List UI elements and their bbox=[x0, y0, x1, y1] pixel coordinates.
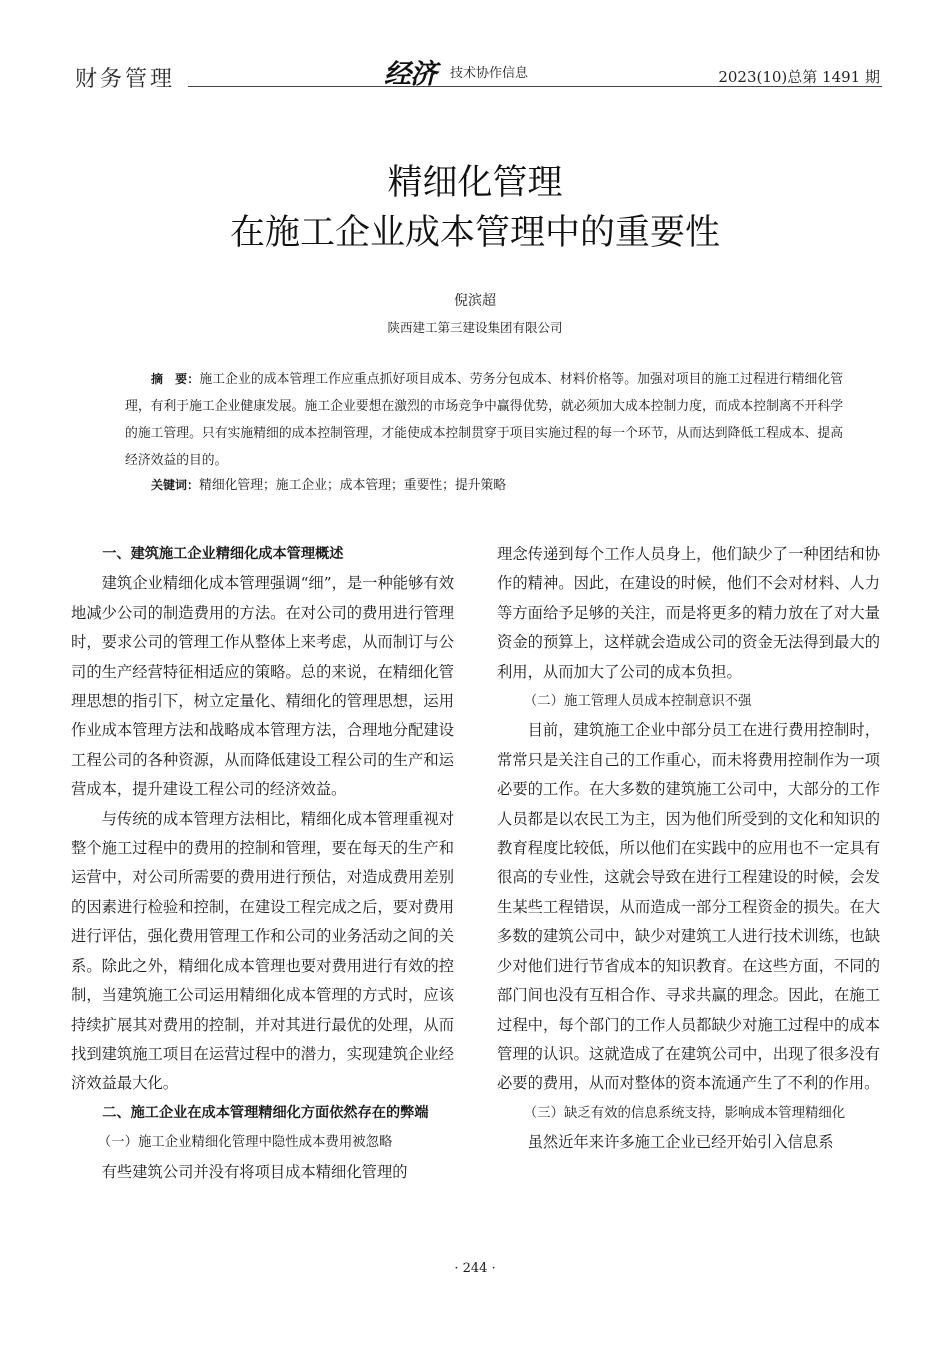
header-rule bbox=[188, 86, 882, 87]
title-line-2: 在施工企业成本管理中的重要性 bbox=[229, 213, 720, 253]
keywords bbox=[151, 473, 851, 498]
page-number: · 244 · bbox=[454, 1261, 496, 1276]
paragraph: 理念传递到每个工作人员身上，他们缺少了一种团结和协作的精神。因此，在建设的时候，他们不会对材料、人力等方面给予足够的关注，而是将更多的精力放在了对大量资金的预算上，这样就会造成公司的资金无法得到最大的利用，从而加大了公司的成本负担。 bbox=[497, 545, 880, 681]
abstract bbox=[125, 366, 843, 474]
left-column bbox=[71, 540, 454, 1187]
paragraph: 虽然近年来许多施工企业已经开始引入信息系 bbox=[527, 1133, 834, 1152]
section-label: 财务管理 bbox=[75, 67, 176, 92]
subsection-heading-2: （二）施工管理人员成本控制意识不强 bbox=[523, 694, 752, 710]
paragraph: 有些建筑公司并没有将项目成本精细化管理的 bbox=[101, 1162, 408, 1181]
subsection-heading-3: （三）缺乏有效的信息系统支持，影响成本管理精细化 bbox=[523, 1105, 846, 1121]
right-column bbox=[497, 540, 880, 1158]
page-header bbox=[70, 52, 882, 94]
paragraph: 建筑企业精细化成本管理强调“细”，是一种能够有效地减少公司的制造费用的方法。在对公司的费用进行管理时，要求公司的管理工作从整体上来考虑，从而制订与公司的生产经营特征相适应的策略。总的来说，在精细化管理思想的指引下，树立定量化、精细化的管理思想，运用作业成本管理方法和战略成本管理方法，合理地分配建设工程公司的各种资源，从而降低建设工程公司的生产和运营成本，提升建设工程公司的经济效益。 bbox=[71, 574, 454, 799]
keywords-text: 精细化管理；施工企业；成本管理；重要性；提升策略 bbox=[199, 478, 507, 493]
subsection-heading-1: （一）施工企业精细化管理中隐性成本费用被忽略 bbox=[97, 1135, 393, 1151]
paragraph: 与传统的成本管理方法相比，精细化成本管理重视对整个施工过程中的费用的控制和管理，要在每天的生产和运营中，对公司所需要的费用进行预估，对造成费用差别的因素进行检验和控制，在建设工程完成之后，要对费用进行评估，强化费用管理工作和公司的业务活动之间的关系。除此之外，精细化成本管理也要对费用进行有效的控制，当建筑施工公司运用精细化成本管理的方式时，应该持续扩展其对费用的控制，并对其进行最优的处理，从而找到建筑施工项目在运营过程中的潜力，实现建筑企业经济效益最大化。 bbox=[71, 809, 454, 1093]
issue-info: 2023(10)总第 1491 期 bbox=[718, 68, 880, 86]
abstract-text: 施工企业的成本管理工作应重点抓好项目成本、劳务分包成本、材料价格等。加强对项目的施工过程进行精细化管理，有利于施工企业健康发展。施工企业要想在激烈的市场竞争中赢得优势，就必须加大成本控制力度，而成本控制离不开科学的施工管理。只有实施精细的成本控制管理，才能使成本控制贯穿于项目实施过程的每一个环节，从而达到降低工程成本、提高经济效益的目的。 bbox=[125, 372, 843, 468]
affiliation: 陕西建工第三建设集团有限公司 bbox=[387, 320, 563, 335]
keywords-label: 关键词： bbox=[151, 478, 200, 492]
title-line-1: 精细化管理 bbox=[387, 163, 563, 203]
journal-name: 技术协作信息 bbox=[450, 66, 529, 81]
journal-logo: 经济 bbox=[384, 59, 436, 90]
author: 倪滨超 bbox=[454, 293, 496, 309]
paragraph: 目前，建筑施工企业中部分员工在进行费用控制时，常常只是关注自己的工作重心，而未将费用控制作为一项必要的工作。在大多数的建筑施工公司中，大部分的工作人员都是以农民工为主，因为他们所受到的文化和知识的教育程度比较低，所以他们在实践中的应用也不一定具有很高的专业性，这就会导致在进行工程建设的时候，会发生某些工程错误，从而造成一部分工程资金的损失。在大多数的建筑公司中，缺少对建筑工人进行技术训练，也缺少对他们进行节省成本的知识教育。在这些方面，不同的部门间也没有互相合作、寻求共赢的理念。因此，在施工过程中，每个部门的工作人员都缺少对施工过程中的成本管理的认识。这就造成了在建筑公司中，出现了很多没有必要的费用，从而对整体的资本流通产生了不利的作用。 bbox=[497, 721, 880, 1093]
section-heading-2: 二、施工企业在成本管理精细化方面依然存在的弊端 bbox=[102, 1104, 429, 1121]
abstract-label: 摘 要： bbox=[151, 372, 200, 386]
section-heading-1: 一、建筑施工企业精细化成本管理概述 bbox=[102, 546, 344, 562]
